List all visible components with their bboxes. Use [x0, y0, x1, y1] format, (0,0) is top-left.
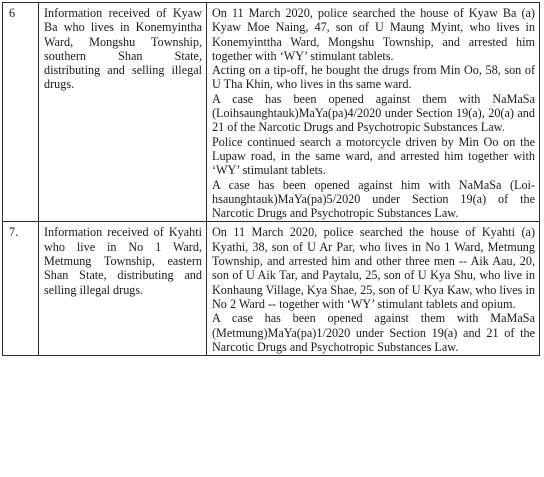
- detail-paragraph: A case has been opened against him with NaMaSa (Loi-hsaunghtauk)MaYa(pa)5/2020 under Section 19(a) of the Narcotic Drugs and Psychotropic Substances Law.: [212, 177, 535, 221]
- detail-paragraph: Police continued search a motorcycle driven by Min Oo on the Lupaw road, in the same ward, and arrested him together with ‘WY’ stimulant tablets.: [212, 134, 535, 178]
- row-number: 6: [3, 3, 39, 222]
- document-page: [2, 2, 540, 356]
- detail-paragraph: A case has been opened against them with MaMaSa (Metmung)MaYa(pa)1/2020 under Section 19(a) and 21 of the Narcotic Drugs and Psychotropic Substances Law.: [212, 311, 535, 354]
- action-details-cell: [207, 222, 540, 356]
- row-number: 7.: [3, 222, 39, 356]
- records-table: [2, 2, 540, 356]
- action-details-cell: [207, 3, 540, 222]
- table-row: [3, 3, 540, 222]
- information-cell: Information received of Kyahti who live in No 1 Ward, Metmung Township, eastern Shan State, distributing and selling illegal drugs.: [39, 222, 207, 356]
- detail-paragraph: On 11 March 2020, police searched the house of Kyahti (a) Kyathi, 38, son of U Ar Par, who lives in No 1 Ward, Metmung Township, and arrested him and other three men -- Aik Aau, 20, son of U Aik Tar, and Paytalu, 25, son of U Kya Shu, who live in Konhaung Village, Kya Shae, 25, son of U Kya Kaw, who lives in No 2 Ward -- together with ‘WY’ stimulant tablets and opium.: [212, 225, 535, 311]
- information-cell: Information received of Kyaw Ba who lives in Konemyintha Ward, Mongshu Township, southern Shan State, distributing and selling illegal drugs.: [39, 3, 207, 222]
- detail-paragraph: On 11 March 2020, police searched the house of Kyaw Ba (a) Kyaw Moe Naing, 47, son of U Maung Myint, who lives in Konemyinttha Ward, Mongshu Township, and arrested him together with ‘WY’ stimulant tablets.: [212, 6, 535, 63]
- detail-paragraph: A case has been opened against them with NaMaSa (Loihsaunghtauk)MaYa(pa)4/2020 under Section 19(a), 20(a) and 21 of the Narcotic Drugs and Psychotropic Substances Law.: [212, 91, 535, 135]
- detail-paragraph: Acting on a tip-off, he bought the drugs from Min Oo, 58, son of U Tha Khin, who lives in ths same ward.: [212, 63, 535, 92]
- table-row: [3, 222, 540, 356]
